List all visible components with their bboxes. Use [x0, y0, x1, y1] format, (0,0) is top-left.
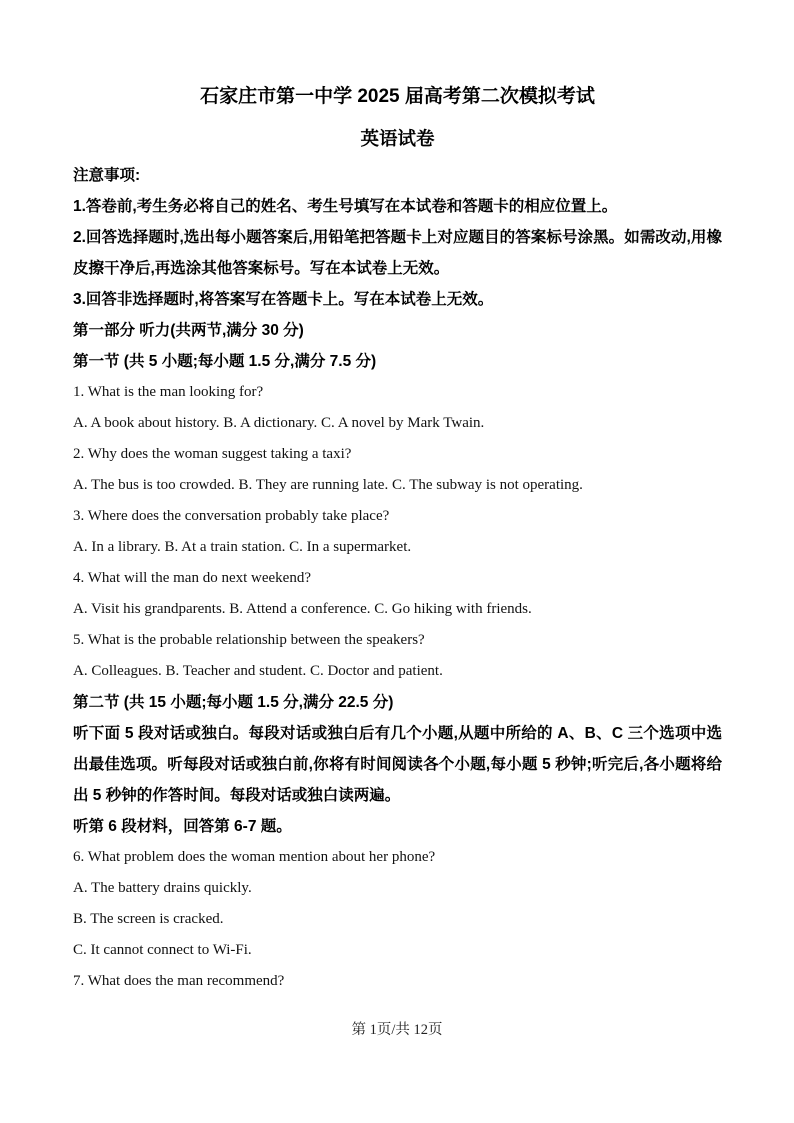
question-4-options: A. Visit his grandparents. B. Attend a conference. C. Go hiking with friends. [73, 601, 532, 617]
question-6-option-b: B. The screen is cracked. [73, 911, 224, 927]
section2-instructions: 听下面 5 段对话或独白。每段对话或独白后有几个小题,从题中所给的 A、B、C 三个选项中选出最佳选项。听每段对话或独白前,你将有时间阅读各个小题,每小题 5 秒钟;听完后,各小题将给出 5 秒钟的作答时间。每段对话或独白读两遍。 [73, 725, 722, 804]
notices-heading: 注意事项: [73, 167, 141, 184]
question-6-text: 6. What problem does the woman mention about her phone? [73, 849, 436, 865]
page-subtitle: 英语试卷 [360, 128, 435, 149]
page-title: 石家庄市第一中学 2025 届高考第二次模拟考试 [200, 86, 595, 107]
notice-item-1: 1.答卷前,考生务必将自己的姓名、考生号填写在本试卷和答题卡的相应位置上。 [73, 198, 618, 215]
section2-heading: 第二节 (共 15 小题;每小题 1.5 分,满分 22.5 分) [73, 694, 394, 711]
question-1-options: A. A book about history. B. A dictionary. C. A novel by Mark Twain. [73, 415, 485, 431]
part1-heading: 第一部分 听力(共两节,满分 30 分) [73, 322, 304, 339]
question-4-text: 4. What will the man do next weekend? [73, 570, 311, 586]
question-1-text: 1. What is the man looking for? [73, 384, 264, 400]
notice-item-3: 3.回答非选择题时,将答案写在答题卡上。写在本试卷上无效。 [73, 291, 494, 308]
question-5-text: 5. What is the probable relationship between the speakers? [73, 632, 425, 648]
question-2-options: A. The bus is too crowded. B. They are running late. C. The subway is not operating. [73, 477, 583, 493]
material-6-heading: 听第 6 段材料，回答第 6-7 题。 [73, 818, 292, 835]
question-6-option-a: A. The battery drains quickly. [73, 880, 252, 896]
question-7-text: 7. What does the man recommend? [73, 973, 285, 989]
notice-item-2: 2.回答选择题时,选出每小题答案后,用铅笔把答题卡上对应题目的答案标号涂黑。如需改动,用橡皮擦干净后,再选涂其他答案标号。写在本试卷上无效。 [73, 229, 722, 277]
question-5-options: A. Colleagues. B. Teacher and student. C. Doctor and patient. [73, 663, 443, 679]
page-number-indicator: 第 1页/共 12页 [351, 1022, 443, 1038]
question-6-option-c: C. It cannot connect to Wi-Fi. [73, 942, 252, 958]
section1-heading: 第一节 (共 5 小题;每小题 1.5 分,满分 7.5 分) [73, 353, 377, 370]
question-3-options: A. In a library. B. At a train station. C. In a supermarket. [73, 539, 412, 555]
question-2-text: 2. Why does the woman suggest taking a taxi? [73, 446, 352, 462]
question-3-text: 3. Where does the conversation probably take place? [73, 508, 390, 524]
page-body [73, 160, 722, 997]
